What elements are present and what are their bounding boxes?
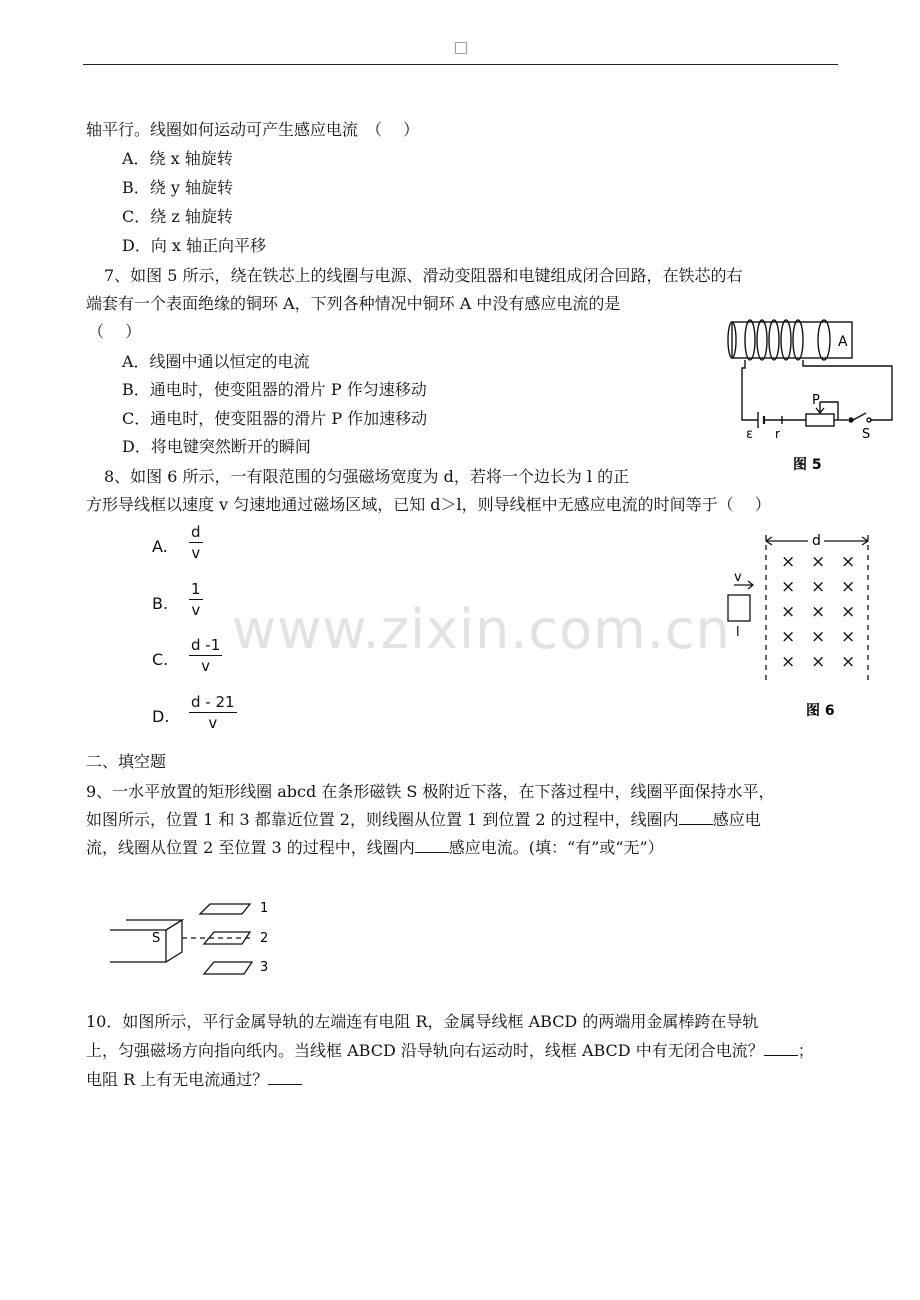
fraction-bar bbox=[189, 599, 203, 600]
position-2-label: 2 bbox=[260, 931, 269, 946]
field-cross: × bbox=[781, 627, 796, 647]
q7-stem-line1: 7、如图 5 所示，绕在铁芯上的线圈与电源、滑动变阻器和电键组成闭合回路，在铁芯的右 bbox=[104, 266, 743, 285]
field-cross: × bbox=[781, 577, 796, 597]
q8-option-a-letter: A. bbox=[152, 537, 168, 556]
q8-option-c-fraction bbox=[189, 636, 222, 675]
q7-option-d: D．将电键突然断开的瞬间 bbox=[122, 437, 311, 456]
fraction-bar bbox=[189, 655, 222, 656]
fraction-bar bbox=[189, 542, 203, 543]
field-cross: × bbox=[841, 577, 856, 597]
fraction-denominator: v bbox=[201, 657, 211, 675]
q9-line3-tail: 感应电流。(填：“有”或“无”） bbox=[448, 838, 664, 857]
q8-option-b-fraction bbox=[189, 580, 203, 619]
q8-option-d-letter: D. bbox=[152, 707, 170, 726]
fraction-bar bbox=[189, 712, 237, 713]
q9-line2-tail: 感应电 bbox=[712, 810, 761, 829]
q7-option-c: C．通电时，使变阻器的滑片 P 作加速移动 bbox=[122, 409, 428, 428]
field-cross: × bbox=[811, 552, 826, 572]
section-2-title: 二、填空题 bbox=[86, 752, 167, 771]
q6-option-b: B．绕 y 轴旋转 bbox=[122, 178, 233, 197]
field-cross: × bbox=[811, 577, 826, 597]
figure-5-caption: 图 5 bbox=[793, 457, 822, 472]
field-cross: × bbox=[811, 627, 826, 647]
header-mark bbox=[455, 42, 467, 54]
field-cross: × bbox=[841, 652, 856, 672]
r-label: r bbox=[775, 427, 780, 441]
q6-option-d: D．向 x 轴正向平移 bbox=[122, 236, 267, 255]
fraction-denominator: v bbox=[191, 544, 201, 562]
q8-option-c-letter: C. bbox=[152, 650, 169, 669]
iron-core bbox=[732, 322, 852, 358]
field-cross: × bbox=[841, 552, 856, 572]
q6-option-a: A．绕 x 轴旋转 bbox=[122, 149, 233, 168]
q7-paren: （ ） bbox=[88, 322, 142, 341]
fraction-numerator: d bbox=[191, 523, 201, 541]
q6-stem: 轴平行。线圈如何运动可产生感应电流 （ ） bbox=[86, 120, 420, 139]
s-label: S bbox=[862, 427, 871, 442]
q10-line2-tail: ； bbox=[797, 1041, 814, 1060]
field-cross: × bbox=[841, 627, 856, 647]
field-cross: × bbox=[781, 602, 796, 622]
fraction-numerator: 1 bbox=[191, 580, 201, 598]
q10-blank-2[interactable] bbox=[268, 1070, 302, 1085]
q10-stem-line1: 10．如图所示，平行金属导轨的左端连有电阻 R，金属导线框 ABCD 的两端用金属棒跨在导轨 bbox=[86, 1012, 759, 1031]
q9-stem-line1: 9、一水平放置的矩形线圈 abcd 在条形磁铁 S 极附近下落，在下落过程中，线圈平面保持水平， bbox=[86, 782, 775, 801]
q9-blank-2[interactable] bbox=[415, 838, 449, 853]
header-rule bbox=[83, 64, 838, 65]
rheostat bbox=[806, 414, 834, 426]
field-cross: × bbox=[811, 652, 826, 672]
copper-ring bbox=[818, 320, 830, 360]
figure-6-magnetic-field bbox=[720, 525, 890, 725]
field-crosses bbox=[781, 552, 855, 672]
position-3-label: 3 bbox=[260, 960, 269, 975]
emf-label: ε bbox=[746, 427, 754, 442]
magnet-s-label: S bbox=[152, 931, 161, 946]
q10-line2-text: 上，匀强磁场方向指向纸内。当线框 ABCD 沿导轨向右运动时，线框 ABCD 中有无闭合电流？ bbox=[86, 1041, 764, 1060]
q7-stem-line2: 端套有一个表面绝缘的铜环 A，下列各种情况中铜环 A 中没有感应电流的是 bbox=[86, 294, 621, 313]
fraction-denominator: v bbox=[191, 601, 201, 619]
figure-6-caption: 图 6 bbox=[806, 703, 835, 719]
q9-blank-1[interactable] bbox=[679, 810, 713, 825]
q9-stem-line2 bbox=[86, 810, 761, 830]
q10-stem-line2 bbox=[86, 1041, 814, 1061]
coil-position-3 bbox=[204, 962, 252, 974]
square-loop bbox=[728, 595, 750, 621]
d-label: d bbox=[812, 533, 821, 549]
q9-line2-text: 如图所示，位置 1 和 3 都靠近位置 2，则线圈从位置 1 到位置 2 的过程中，线圈内 bbox=[86, 810, 679, 829]
q8-option-a-fraction bbox=[189, 523, 203, 562]
q7-option-b: B．通电时，使变阻器的滑片 P 作匀速移动 bbox=[122, 380, 427, 399]
fraction-denominator: v bbox=[208, 714, 218, 732]
l-label: l bbox=[736, 625, 740, 640]
q8-stem-line1: 8、如图 6 所示，一有限范围的匀强磁场宽度为 d，若将一个边长为 l 的正 bbox=[104, 467, 630, 486]
ring-label: A bbox=[838, 334, 848, 350]
q9-stem-line3 bbox=[86, 838, 664, 858]
p-label: P bbox=[812, 393, 820, 408]
field-cross: × bbox=[781, 652, 796, 672]
position-1-label: 1 bbox=[260, 901, 269, 916]
q10-line3-text: 电阻 R 上有无电流通过？ bbox=[86, 1070, 269, 1089]
field-cross: × bbox=[781, 552, 796, 572]
q9-line3-text: 流，线圈从位置 2 至位置 3 的过程中，线圈内 bbox=[86, 838, 415, 857]
fraction-numerator: d - 21 bbox=[191, 693, 235, 711]
coil-position-1 bbox=[200, 904, 250, 914]
field-cross: × bbox=[841, 602, 856, 622]
q7-option-a: A．线圈中通以恒定的电流 bbox=[122, 352, 310, 371]
figure-5-circuit bbox=[720, 312, 900, 472]
q6-option-c: C．绕 z 轴旋转 bbox=[122, 207, 233, 226]
q9-figure-magnet-coil bbox=[100, 890, 290, 980]
watermark: www.zixin.com.cn bbox=[232, 598, 731, 661]
q8-option-d-fraction bbox=[189, 693, 237, 732]
q8-stem-line2: 方形导线框以速度 v 匀速地通过磁场区域，已知 d＞l，则导线框中无感应电流的时间等于（ ） bbox=[86, 495, 771, 514]
field-cross: × bbox=[811, 602, 826, 622]
q10-stem-line3 bbox=[86, 1070, 302, 1090]
q10-blank-1[interactable] bbox=[764, 1041, 798, 1056]
q8-option-b-letter: B. bbox=[152, 594, 169, 613]
v-label: v bbox=[734, 570, 742, 585]
fraction-numerator: d -1 bbox=[191, 636, 221, 654]
